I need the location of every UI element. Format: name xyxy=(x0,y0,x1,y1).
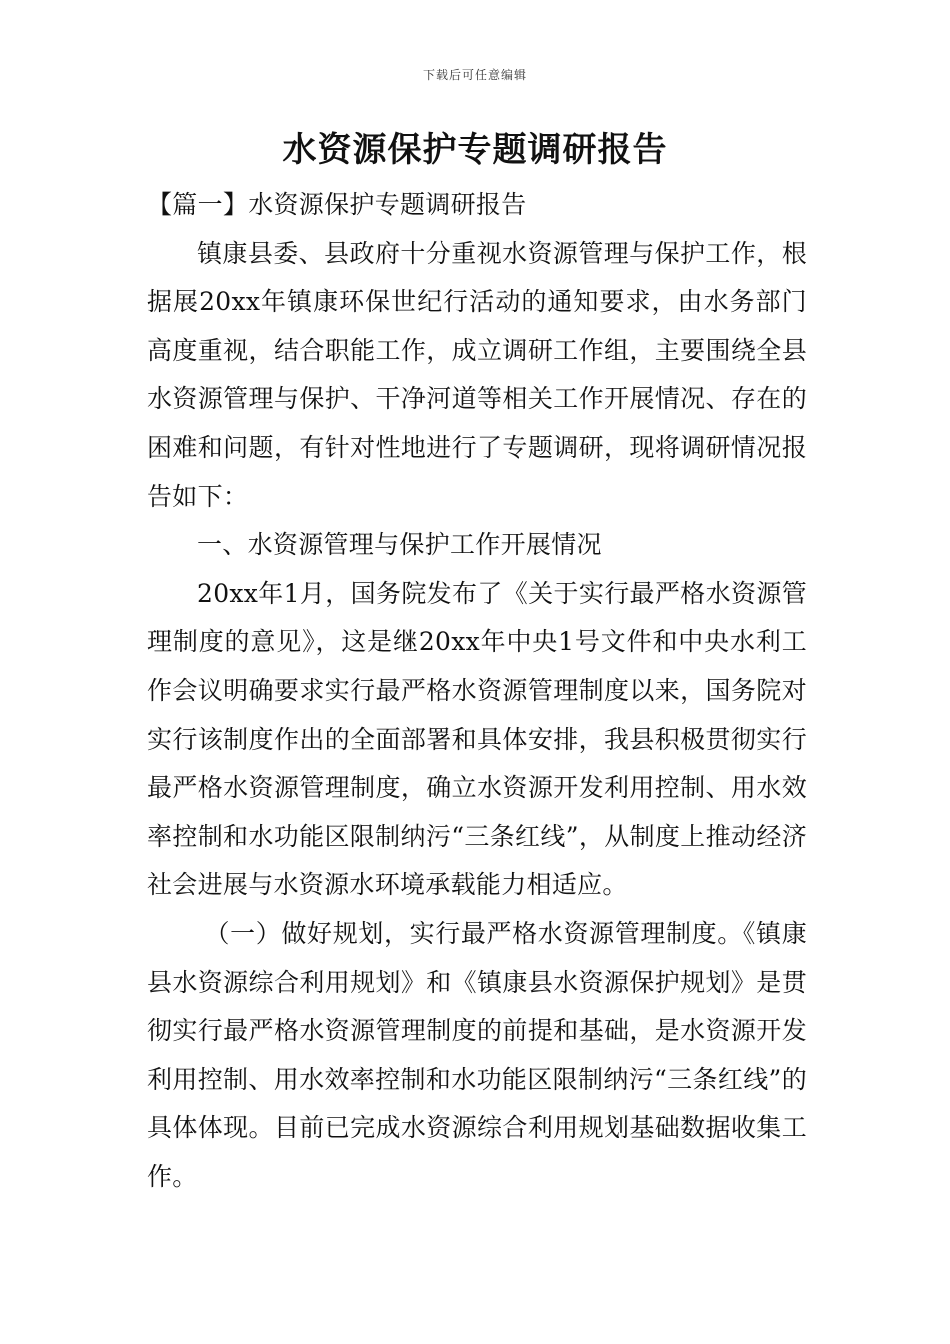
document-body xyxy=(147,181,807,1201)
paragraph-policy: 20xx年1月，国务院发布了《关于实行最严格水资源管理制度的意见》，这是继20xx年中央1号文件和中央水利工作会议明确要求实行最严格水资源管理制度以来，国务院对实行该制度作出的全面部署和具体安排，我县积极贯彻实行最严格水资源管理制度，确立水资源开发利用控制、用水效率控制和水功能区限制纳污“三条红线”，从制度上推动经济社会进展与水资源水环境承载能力相适应。 xyxy=(147,578,807,900)
section-heading: 【篇一】水资源保护专题调研报告 xyxy=(147,190,527,219)
paragraph-planning: （一）做好规划，实行最严格水资源管理制度。《镇康县水资源综合利用规划》和《镇康县水资源保护规划》是贯彻实行最严格水资源管理制度的前提和基础，是水资源开发利用控制、用水效率控制和水功能区限制纳污“三条红线”的具体体现。目前已完成水资源综合利用规划基础数据收集工作。 xyxy=(147,918,807,1191)
header-note: 下载后可任意编辑 xyxy=(422,68,527,82)
document-title: 水资源保护专题调研报告 xyxy=(282,130,668,170)
paragraph-subheading: 一、水资源管理与保护工作开展情况 xyxy=(197,530,602,560)
paragraph-intro: 镇康县委、县政府十分重视水资源管理与保护工作，根据展20xx年镇康环保世纪行活动的通知要求，由水务部门高度重视，结合职能工作，成立调研工作组，主要围绕全县水资源管理与保护、干净河道等相关工作开展情况、存在的困难和问题，有针对性地进行了专题调研，现将调研情况报告如下： xyxy=(147,238,807,511)
